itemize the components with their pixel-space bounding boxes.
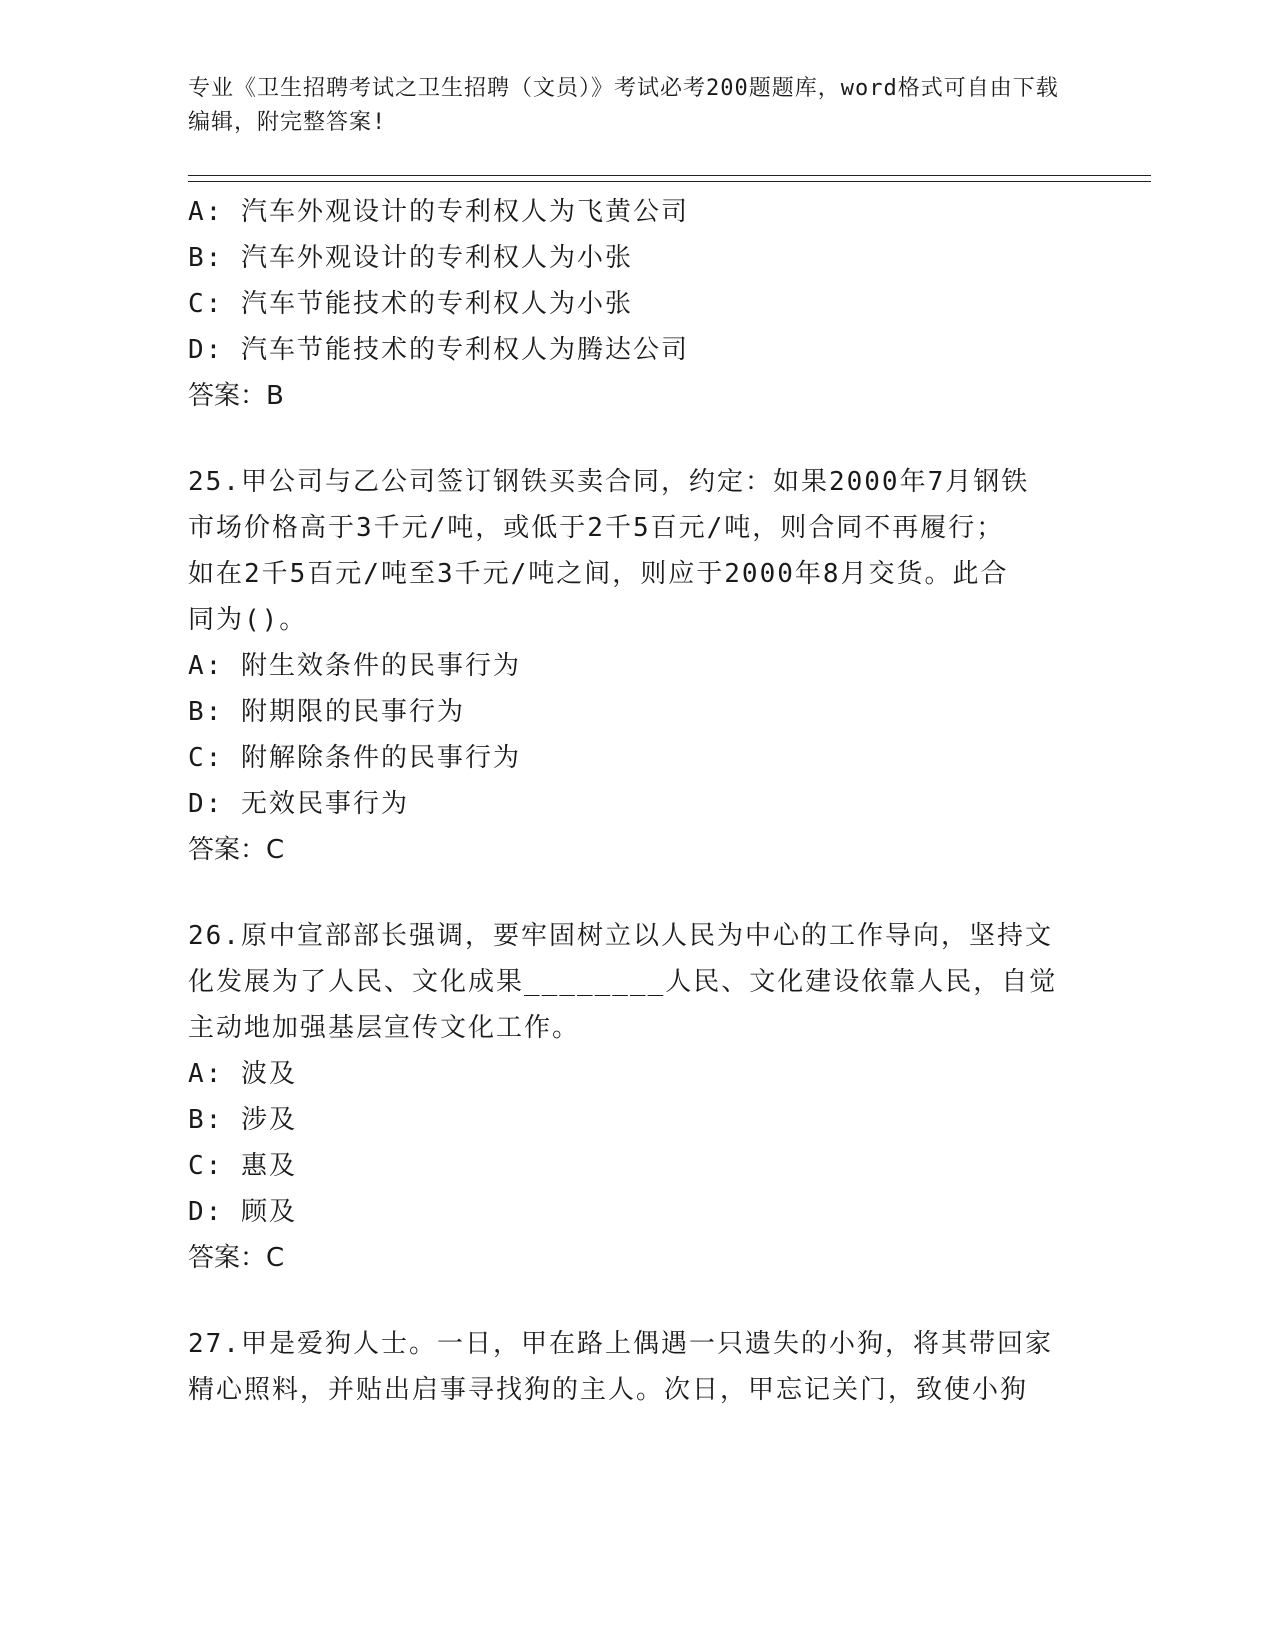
question-text-line: 精心照料，并贴出启事寻找狗的主人。次日，甲忘记关门，致使小狗 [188, 1375, 1029, 1405]
question-27 [188, 1321, 1068, 1413]
option-c: C: 惠及 [188, 1151, 297, 1181]
question-text-line: 主动地加强基层宣传文化工作。 [188, 1013, 581, 1043]
option-a: A: 附生效条件的民事行为 [188, 651, 521, 681]
header-divider-top [188, 175, 1151, 176]
answer: 答案：C [188, 835, 285, 865]
question-25 [188, 459, 1068, 873]
option-d: D: 汽车节能技术的专利权人为腾达公司 [188, 335, 689, 365]
answer: 答案：B [188, 381, 284, 411]
question-26 [188, 913, 1068, 1281]
answer: 答案：C [188, 1243, 285, 1273]
option-b: B: 附期限的民事行为 [188, 697, 465, 727]
question-text-line: 25.甲公司与乙公司签订钢铁买卖合同，约定：如果2000年7月钢铁 [188, 467, 1030, 497]
question-text-line: 化发展为了人民、文化成果________人民、文化建设依靠人民，自觉 [188, 967, 1058, 997]
option-b: B: 汽车外观设计的专利权人为小张 [188, 243, 633, 273]
option-c: C: 汽车节能技术的专利权人为小张 [188, 289, 633, 319]
option-a: A: 波及 [188, 1059, 297, 1089]
question-text-line: 市场价格高于3千元/吨，或低于2千5百元/吨，则合同不再履行； [188, 513, 1005, 543]
option-b: B: 涉及 [188, 1105, 297, 1135]
question-text-line: 同为()。 [188, 605, 308, 635]
option-a: A: 汽车外观设计的专利权人为飞黄公司 [188, 197, 689, 227]
question-text-line: 27.甲是爱狗人士。一日，甲在路上偶遇一只遗失的小狗，将其带回家 [188, 1329, 1053, 1359]
question-text-line: 如在2千5百元/吨至3千元/吨之间，则应于2000年8月交货。此合 [188, 559, 1009, 589]
option-d: D: 顾及 [188, 1197, 297, 1227]
question-text-line: 26.原中宣部部长强调，要牢固树立以人民为中心的工作导向，坚持文 [188, 921, 1053, 951]
option-d: D: 无效民事行为 [188, 789, 409, 819]
header-divider-bottom [188, 181, 1151, 182]
question-fragment [188, 189, 1068, 419]
option-c: C: 附解除条件的民事行为 [188, 743, 521, 773]
document-body [188, 189, 1068, 1413]
document-header: 专业《卫生招聘考试之卫生招聘（文员）》考试必考200题题库，word格式可自由下载编辑，附完整答案! [188, 76, 1059, 135]
